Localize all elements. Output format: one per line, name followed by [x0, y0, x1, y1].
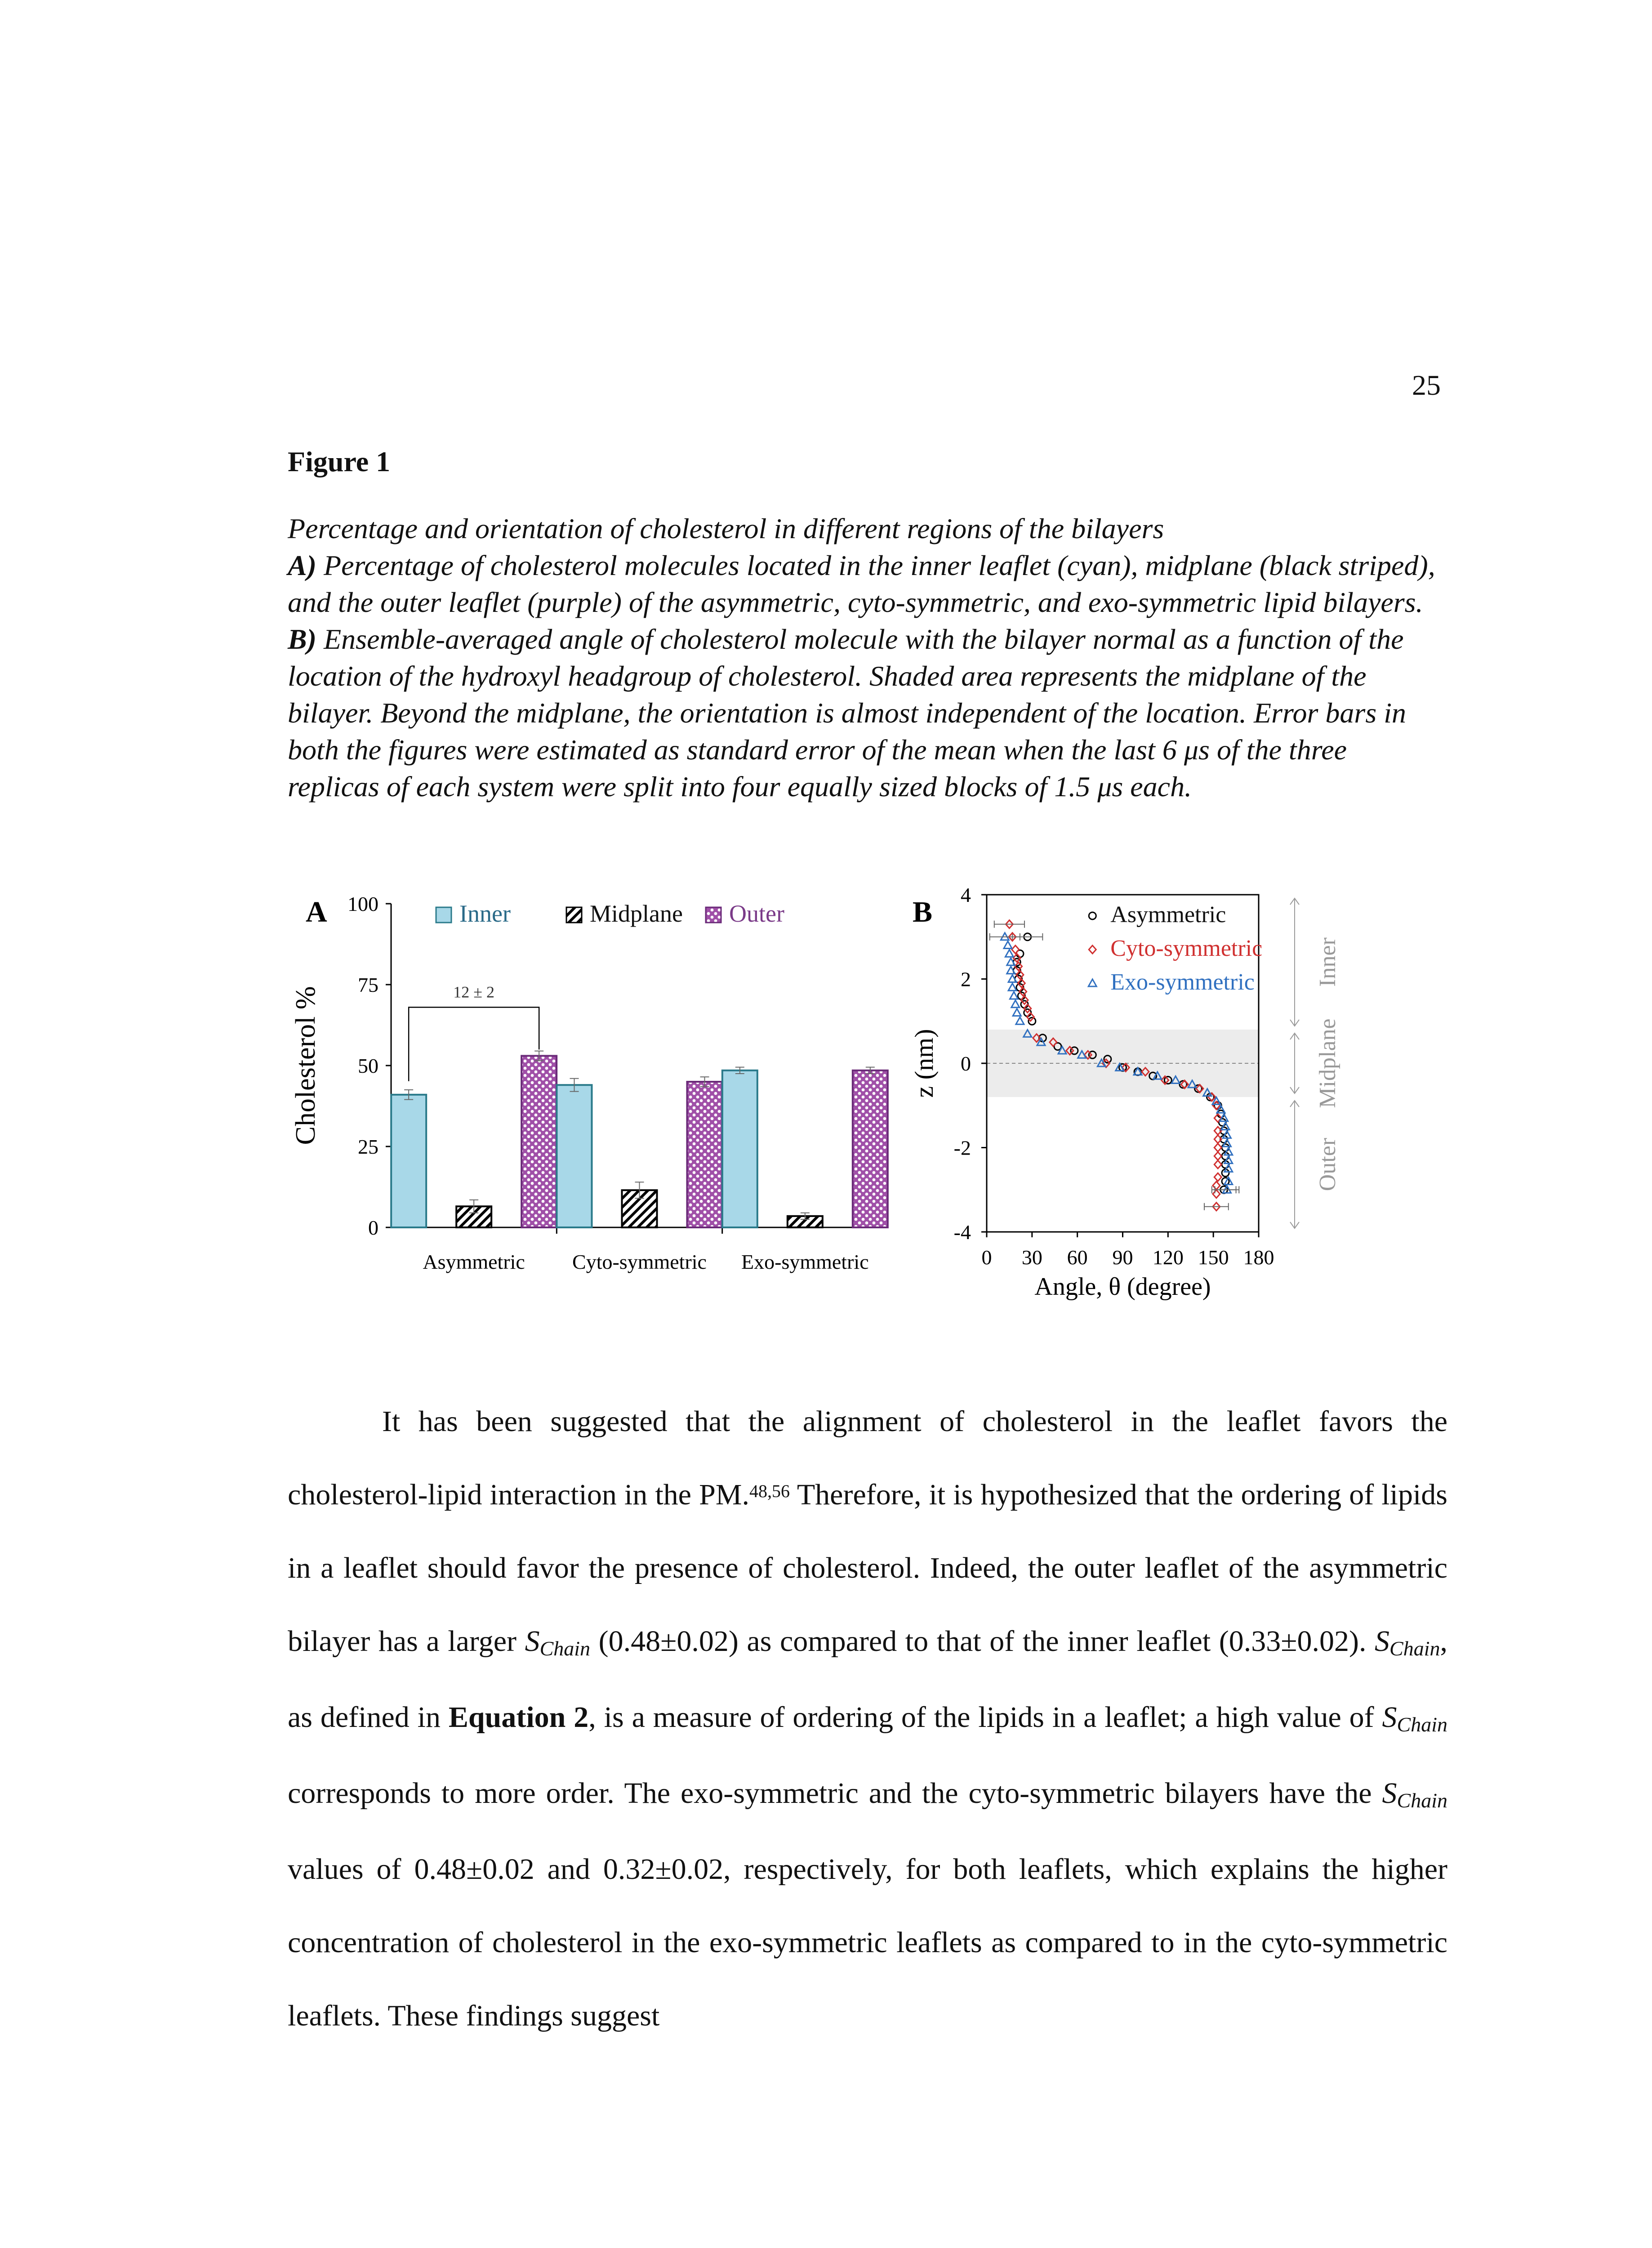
data-point	[1214, 1144, 1221, 1152]
y-tick-label: -2	[953, 1136, 971, 1160]
body-p1-d: , as defined in	[288, 1625, 1448, 1734]
caption-body	[288, 547, 1443, 805]
s-chain-subscript: Chain	[539, 1637, 591, 1660]
y-tick-label: 2	[961, 968, 971, 991]
s-chain-subscript: Chain	[1397, 1789, 1447, 1812]
data-point	[1213, 1182, 1220, 1190]
s-chain-subscript: Chain	[1397, 1713, 1447, 1736]
x-tick-label: 120	[1152, 1246, 1184, 1269]
legend-label: Exo-symmetric	[1110, 969, 1255, 995]
caption-b-label: B)	[288, 623, 316, 655]
bar-outer	[687, 1082, 722, 1227]
x-tick-label: 180	[1243, 1246, 1274, 1269]
body-p1-g: values of 0.48±0.02 and 0.32±0.02, respectively, for both leaflets, which explains the higher concentration of cholesterol in the exo-symmetric leaflets as compared to in the cyto-symmetric leaflets. These findings suggest	[288, 1853, 1447, 2032]
data-point	[1213, 1190, 1220, 1198]
legend-label: Cyto-symmetric	[1110, 935, 1263, 961]
legend-label: Midplane	[590, 900, 683, 927]
caption-a-text: Percentage of cholesterol molecules located in the inner leaflet (cyan), midplane (black striped), and the outer leaflet (purple) of the asymmetric, cyto-symmetric, and exo-symmetric lipid bilayers.	[288, 549, 1435, 618]
legend-swatch	[436, 907, 451, 923]
x-axis-label: Angle, θ (degree)	[1034, 1273, 1211, 1301]
s-chain-symbol: S	[1382, 1701, 1397, 1734]
y-axis-label: z (nm)	[909, 1029, 939, 1098]
s-chain-subscript: Chain	[1389, 1637, 1440, 1660]
data-point	[1214, 1173, 1221, 1181]
figure-1	[288, 881, 1389, 1317]
category-label: Exo-symmetric	[741, 1250, 869, 1273]
region-label: Outer	[1315, 1137, 1340, 1191]
bar-inner	[557, 1085, 592, 1227]
body-p1-a: It has been suggested that the alignment of cholesterol in the leaflet favors the cholesterol-lipid interaction in the PM.	[288, 1405, 1447, 1511]
legend-label: Asymmetric	[1110, 901, 1226, 928]
figure-caption	[288, 510, 1443, 805]
y-tick-label: 50	[358, 1054, 378, 1077]
category-label: Asymmetric	[423, 1250, 525, 1273]
region-label: Inner	[1315, 937, 1340, 987]
annotation-label: 12 ± 2	[453, 983, 495, 1001]
y-tick-label: 25	[358, 1135, 378, 1158]
body-p1-b: Therefore, it is hypothesized that the ordering of lipids in a leaflet should favor the presence of cholesterol. Indeed, the outer leaflet of the asymmetric bilayer has a larger	[288, 1478, 1447, 1658]
citation-ref: 48,56	[749, 1481, 790, 1501]
bar-inner	[722, 1070, 757, 1227]
x-tick-label: 90	[1112, 1246, 1133, 1269]
x-tick-label: 30	[1021, 1246, 1042, 1269]
x-tick-label: 60	[1067, 1246, 1088, 1269]
s-chain-symbol: S	[1375, 1625, 1390, 1658]
bar-outer	[521, 1056, 557, 1227]
y-axis-label: Cholesterol %	[290, 986, 321, 1145]
caption-b-text: Ensemble-averaged angle of cholesterol molecule with the bilayer normal as a function of the location of the hydroxyl headgroup of cholesterol. Shaded area represents the midplane of the bilayer. Beyond the midplane, the orientation is almost independent of the location. Error bars in both the figures were estimated as standard error of the mean when the last 6 μs of the three replicas of each system were split into four equally sized blocks of 1.5 μs each.	[288, 623, 1406, 803]
body-p1-f: corresponds to more order. The exo-symmetric and the cyto-symmetric bilayers have the	[288, 1777, 1382, 1810]
panel-a-label: A	[306, 896, 327, 928]
data-point	[1088, 979, 1096, 986]
data-point	[1011, 1000, 1020, 1008]
y-tick-label: 100	[347, 892, 378, 915]
y-tick-label: 0	[961, 1052, 971, 1075]
caption-a-label: A)	[288, 549, 316, 581]
data-point	[1013, 1009, 1021, 1016]
data-point	[1004, 941, 1012, 949]
data-point	[1012, 946, 1019, 954]
data-point	[1010, 992, 1018, 999]
data-point	[1214, 1160, 1221, 1169]
equation-ref: Equation 2	[448, 1701, 589, 1734]
panel-b-label: B	[913, 896, 933, 928]
data-point	[1214, 1152, 1221, 1160]
panel-b	[909, 883, 1340, 1301]
page-number: 25	[1412, 369, 1441, 401]
data-point	[1008, 983, 1016, 990]
panel-a	[290, 892, 888, 1273]
legend-swatch	[706, 907, 721, 923]
figure-label: Figure 1	[288, 446, 391, 477]
legend-swatch	[566, 907, 582, 923]
body-paragraph	[288, 1385, 1447, 2052]
legend-label: Inner	[459, 900, 511, 927]
body-p1-c: (0.48±0.02) as compared to that of the inner leaflet (0.33±0.02).	[590, 1625, 1375, 1658]
figure-svg	[288, 881, 1389, 1317]
y-tick-label: 0	[368, 1216, 378, 1239]
bar-inner	[391, 1095, 426, 1227]
bar-outer	[853, 1070, 888, 1227]
data-point	[1016, 1017, 1024, 1024]
caption-title: Percentage and orientation of cholesterol in different regions of the bilayers	[288, 513, 1164, 544]
y-tick-label: -4	[953, 1221, 971, 1244]
data-point	[1089, 912, 1096, 919]
y-tick-label: 75	[358, 973, 378, 996]
body-p1-e: , is a measure of ordering of the lipids in a leaflet; a high value of	[588, 1701, 1382, 1734]
s-chain-symbol: S	[1382, 1777, 1397, 1810]
x-tick-label: 150	[1198, 1246, 1229, 1269]
legend-label: Outer	[729, 900, 784, 927]
s-chain-symbol: S	[525, 1625, 540, 1658]
category-label: Cyto-symmetric	[572, 1250, 707, 1273]
body-text	[288, 1385, 1447, 2052]
region-label: Midplane	[1315, 1018, 1340, 1108]
y-tick-label: 4	[961, 883, 971, 906]
annotation-bracket	[409, 1007, 539, 1081]
x-tick-label: 0	[981, 1246, 992, 1269]
data-point	[1089, 946, 1096, 954]
